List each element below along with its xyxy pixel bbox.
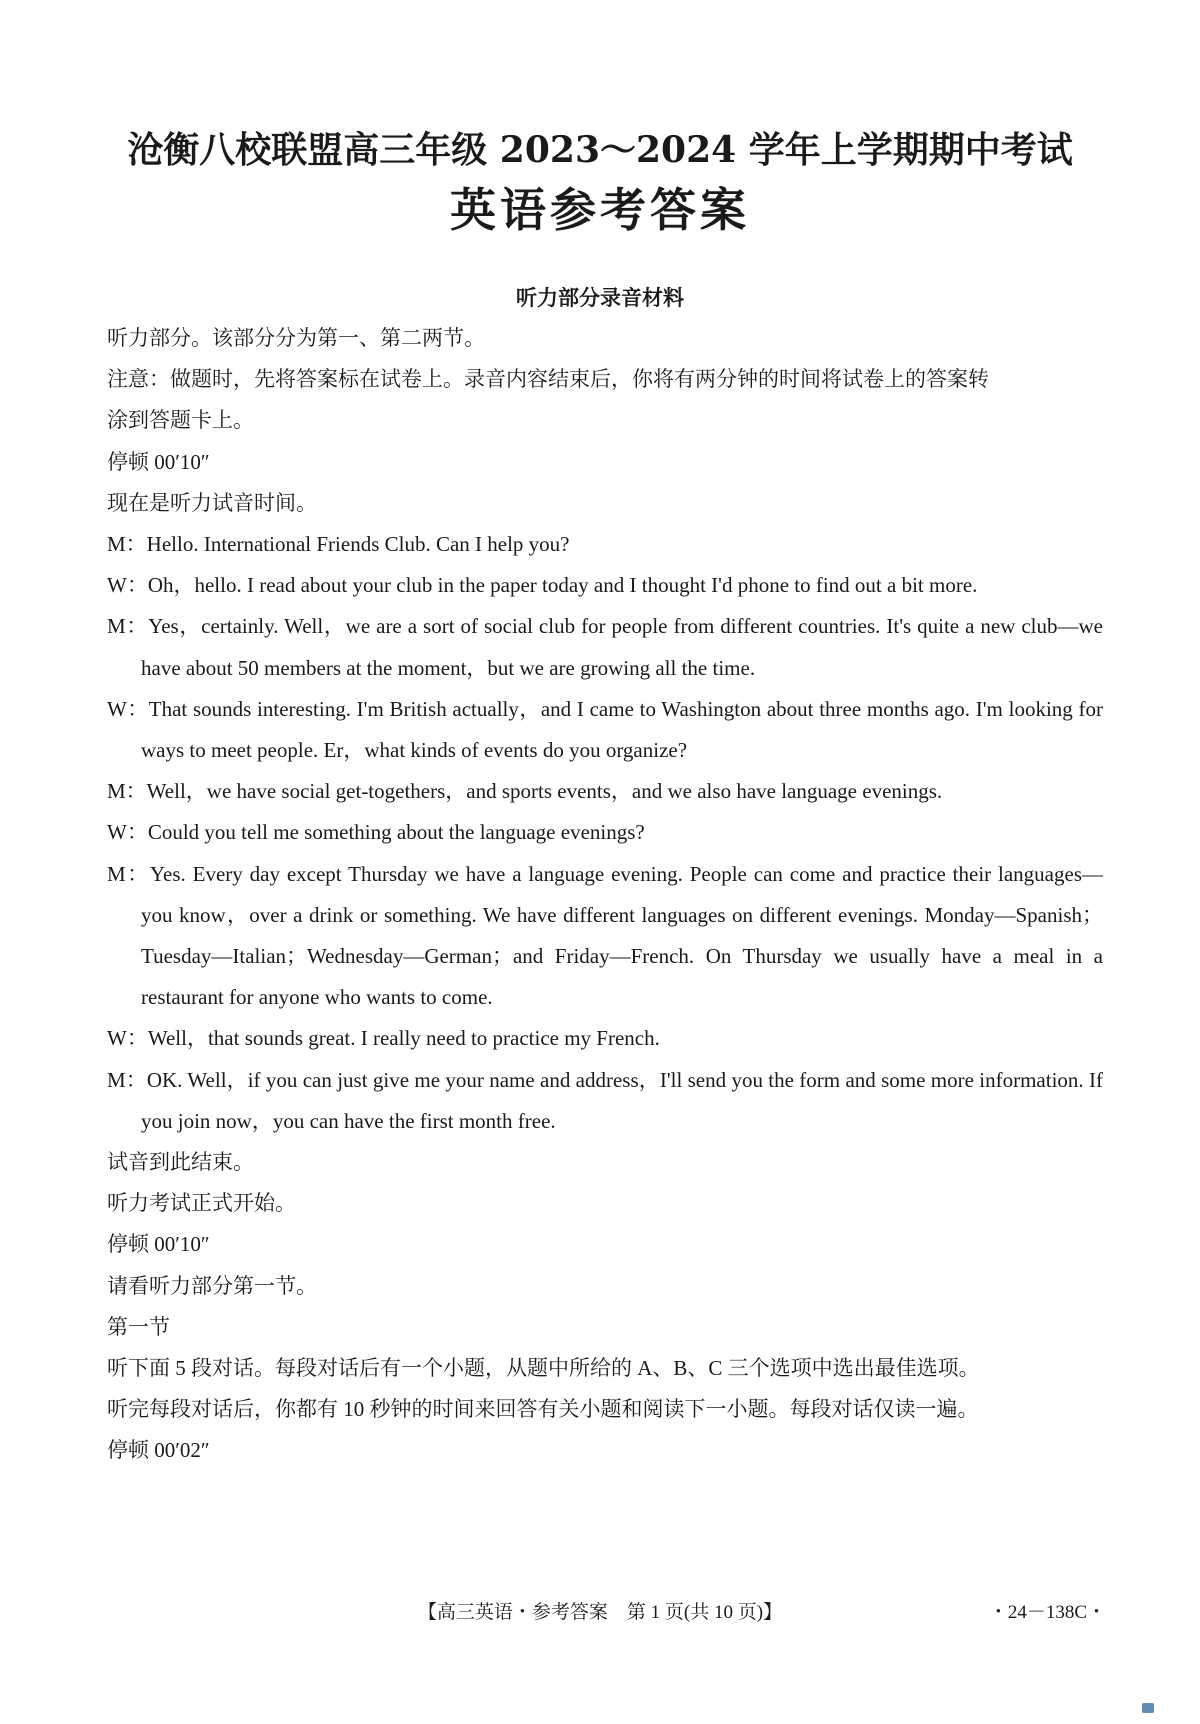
dialogue-line: M：Yes. Every day except Thursday we have a language evening. People can come and practice their languages—you know，over a drink or something. We have different languages on different evenings. Monday—Spanish；Tuesday—Italian；Wednesday—German；and Friday—French. On Thursday we usually have a meal in a restaurant for anyone who wants to come. — [107, 861, 1103, 1010]
intro-line: 听力部分。该部分分为第一、第二两节。 — [107, 326, 485, 350]
exam-title: 沧衡八校联盟高三年级 2023～2024 学年上学期期中考试 — [127, 129, 1073, 171]
notice-line: 注意：做题时，先将答案标在试卷上。录音内容结束后，你将有两分钟的时间将试卷上的答案转 — [107, 367, 989, 392]
scanner-watermark-logo — [1142, 1702, 1186, 1714]
section-one-prompt: 请看听力部分第一节。 — [107, 1273, 317, 1298]
dialogue-line: M：Yes，certainly. Well，we are a sort of social club for people from different countries. It's quite a new club—we have about 50 members at the moment，but we are growing all the time. — [107, 614, 1103, 680]
pause-line: 停顿 00′10″ — [107, 1232, 210, 1257]
section-one-instructions: 听下面 5 段对话。每段对话后有一个小题，从题中所给的 A、B、C 三个选项中选出最佳选项。 — [107, 1356, 980, 1381]
dialogue-line: W：That sounds interesting. I'm British actually，and I came to Washington about three months ago. I'm looking for ways to meet people. Er，what kinds of events do you organize? — [107, 696, 1103, 763]
exam-start-line: 听力考试正式开始。 — [107, 1191, 296, 1216]
dialogue-line: M：Hello. International Friends Club. Can I help you? — [107, 532, 570, 557]
dialogue-line: M：OK. Well，if you can just give me your name and address，I'll send you the form and some more information. If you join now，you can have the first month free. — [107, 1067, 1103, 1133]
sound-check-end-line: 试音到此结束。 — [107, 1150, 254, 1175]
transcript-body — [107, 318, 1103, 1472]
section-one-label: 第一节 — [107, 1314, 170, 1339]
scanner-logo-icon — [1142, 1703, 1154, 1713]
section-one-instructions-cont: 听完每段对话后，你都有 10 秒钟的时间来回答有关小题和阅读下一小题。每段对话仅读一遍。 — [107, 1397, 979, 1422]
pause-line: 停顿 00′10″ — [107, 449, 210, 474]
document-subtitle: 英语参考答案 — [450, 183, 750, 237]
dialogue-line: W：Oh，hello. I read about your club in the paper today and I thought I'd phone to find out a bit more. — [107, 573, 978, 598]
dialogue-line: M：Well，we have social get-togethers，and sports events，and we also have language evenings. — [107, 779, 943, 804]
notice-line-cont: 涂到答题卡上。 — [107, 408, 254, 433]
exam-code: ・24－138C・ — [988, 1602, 1106, 1623]
sound-check-line: 现在是听力试音时间。 — [107, 490, 317, 515]
page-number-label: 【高三英语・参考答案 第 1 页(共 10 页)】 — [417, 1602, 783, 1623]
pause-line: 停顿 00′02″ — [107, 1438, 210, 1463]
section-heading: 听力部分录音材料 — [516, 286, 684, 310]
dialogue-line: W：Well，that sounds great. I really need to practice my French. — [107, 1026, 660, 1051]
dialogue-line: W：Could you tell me something about the language evenings? — [107, 820, 645, 845]
